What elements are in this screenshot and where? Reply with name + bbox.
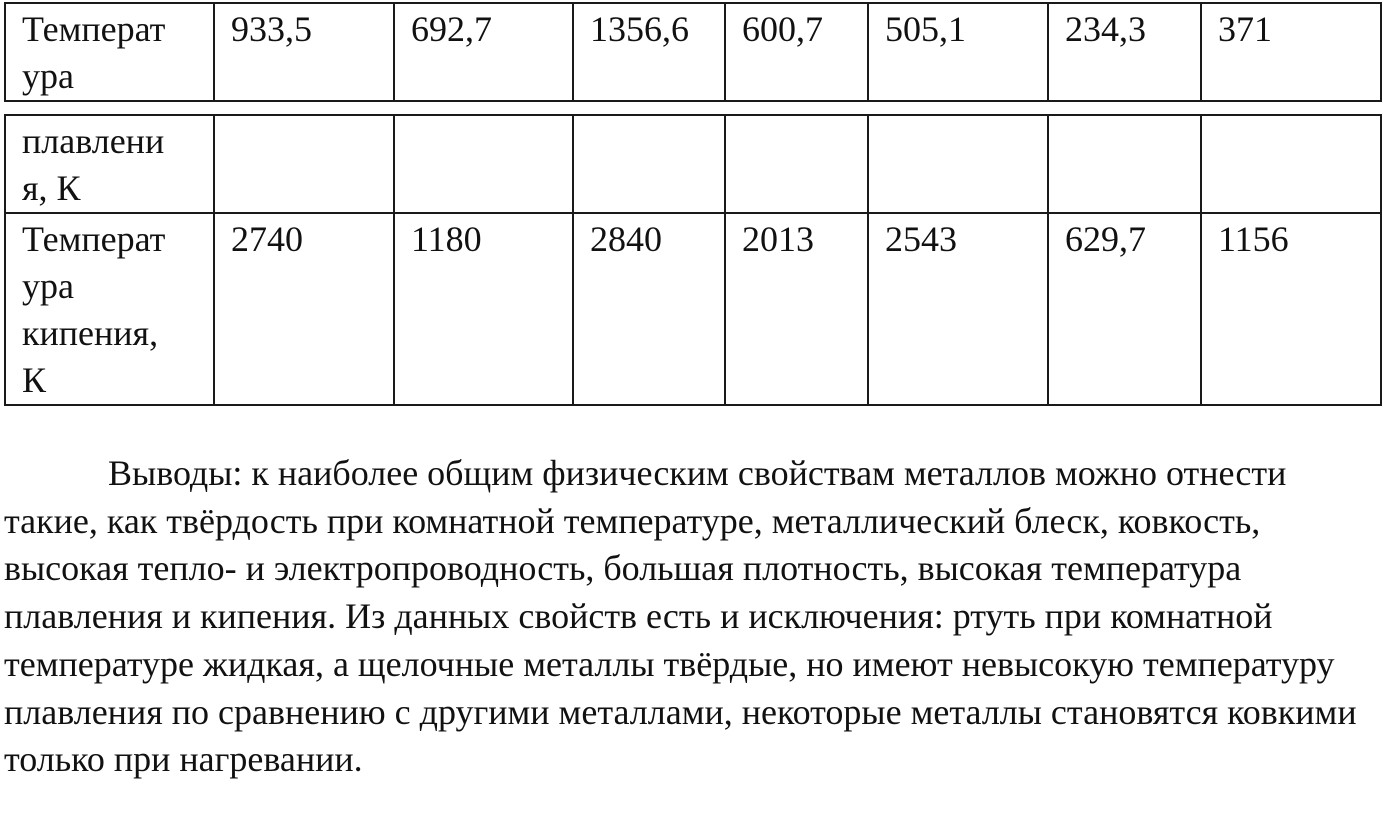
table-cell (214, 115, 394, 213)
table-cell: 2013 (725, 213, 868, 405)
table-cell (725, 115, 868, 213)
table-cell (573, 115, 725, 213)
table-row (5, 3, 1381, 101)
table-cell (1201, 115, 1381, 213)
table-cell: 234,3 (1048, 3, 1201, 101)
table-cell: 1180 (394, 213, 573, 405)
table-cell: 2840 (573, 213, 725, 405)
table-cell (868, 115, 1048, 213)
temperature-table-part2 (4, 114, 1382, 406)
table-cell: 2543 (868, 213, 1048, 405)
table-cell: 692,7 (394, 3, 573, 101)
table-cell: 1156 (1201, 213, 1381, 405)
conclusion-paragraph: Выводы: к наиболее общим физическим свойствам металлов можно отнести такие, как твёрдость при комнатной температуре, металлический блеск, ковкость, высокая тепло- и электропроводность, большая плотность, высокая температура плавления и кипения. Из данных свойств есть и исключения: ртуть при комнатной температуре жидкая, а щелочные металлы твёрдые, но имеют невысокую температуру плавления по сравнению с другими металлами, некоторые металлы становятся ковкими только при нагревании. (4, 453, 1357, 780)
table-cell: 2740 (214, 213, 394, 405)
table-cell: 371 (1201, 3, 1381, 101)
melting-temperature-table-part1 (4, 2, 1382, 102)
table-cell: 933,5 (214, 3, 394, 101)
row-label: Температ ура (5, 3, 214, 101)
row-label: Температ ура кипения, К (5, 213, 214, 405)
table-row (5, 115, 1381, 213)
table-cell (1048, 115, 1201, 213)
table-cell: 505,1 (868, 3, 1048, 101)
table-cell (394, 115, 573, 213)
table-cell: 629,7 (1048, 213, 1201, 405)
table-row (5, 213, 1381, 405)
table-cell: 600,7 (725, 3, 868, 101)
table-cell: 1356,6 (573, 3, 725, 101)
row-label: плавлени я, К (5, 115, 214, 213)
